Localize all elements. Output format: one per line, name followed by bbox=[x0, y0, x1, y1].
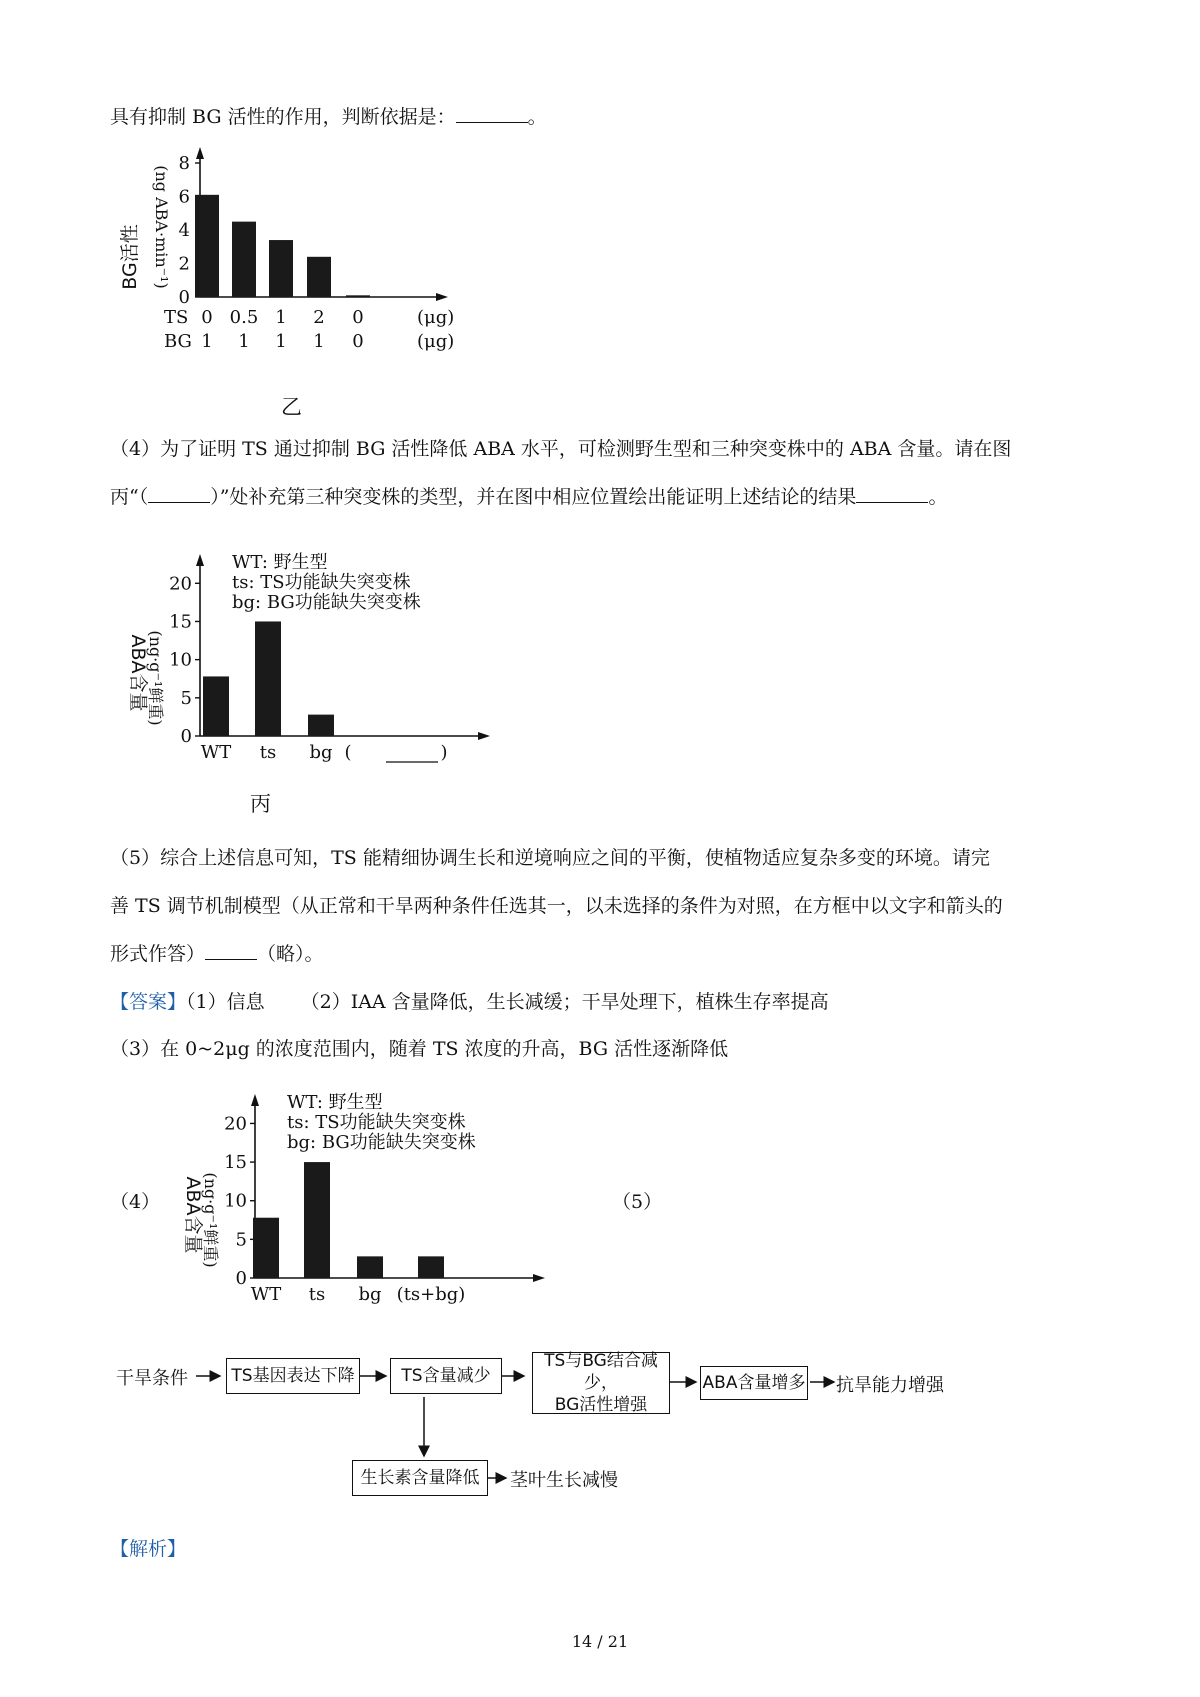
chart-yi-row2-label: BG bbox=[164, 331, 192, 352]
chart-bing-bar bbox=[308, 715, 334, 736]
flow-start: 干旱条件 bbox=[116, 1368, 188, 1389]
chart-yi-bar bbox=[307, 257, 331, 297]
chart-answer-ylabel: ABA含量 bbox=[182, 1176, 204, 1254]
chart-yi-bar bbox=[232, 222, 256, 297]
q3-tail-text: 具有抑制 BG 活性的作用，判断依据是： bbox=[110, 106, 456, 128]
chart-bing-bar bbox=[203, 676, 229, 736]
answer-3: （3）在 0~2μg 的浓度范围内，随着 TS 浓度的升高，BG 活性逐渐降低 bbox=[110, 1038, 729, 1060]
chart-bing-legend-item: WT: 野生型 bbox=[232, 552, 328, 573]
chart-bing-ytick-label: 20 bbox=[169, 573, 192, 595]
q5-line3: 形式作答） （略）。 bbox=[110, 943, 324, 965]
chart-yi-row2-value: 1 bbox=[275, 331, 287, 352]
chart-yi-row2-value: 1 bbox=[201, 331, 213, 352]
chart-bing-ylabel-unit: (ng·g⁻¹鲜重) bbox=[146, 630, 165, 726]
chart-yi-row2-unit: (μg) bbox=[417, 331, 455, 352]
chart-answer-category-label: bg bbox=[358, 1284, 382, 1305]
answer-5-label: （5） bbox=[612, 1191, 663, 1213]
chart-answer-category-label: ts bbox=[308, 1284, 326, 1305]
chart-answer-ytick-label: 10 bbox=[224, 1190, 247, 1212]
chart-bing-caption: 丙 bbox=[250, 792, 271, 816]
flow-box-ts-expression: TS基因表达下降 bbox=[226, 1358, 360, 1394]
chart-bing-category-label: WT bbox=[200, 742, 232, 763]
chart-yi-row1-unit: (μg) bbox=[417, 307, 455, 328]
chart-bing-legend-item: bg: BG功能缺失突变株 bbox=[232, 592, 421, 613]
chart-yi-row1-value: 0.5 bbox=[229, 307, 259, 328]
flow-end-growth-slow: 茎叶生长减慢 bbox=[510, 1470, 618, 1491]
chart-yi-row1-value: 0 bbox=[201, 307, 213, 328]
chart-answer-bar bbox=[304, 1162, 330, 1278]
answer-tag: 【答案】 bbox=[110, 991, 187, 1013]
chart-answer-ytick-label: 5 bbox=[235, 1229, 247, 1251]
chart-yi-ytick-label: 4 bbox=[178, 220, 190, 241]
flow-box-auxin-decrease: 生长素含量降低 bbox=[352, 1460, 488, 1496]
flow-box-ts-content: TS含量减少 bbox=[390, 1358, 502, 1394]
q4-result-blank bbox=[856, 484, 928, 503]
q3-tail-line: 具有抑制 BG 活性的作用，判断依据是： 。 bbox=[110, 106, 547, 128]
chart-bing-ytick-label: 10 bbox=[169, 649, 192, 671]
chart-yi-row1-value: 0 bbox=[352, 307, 364, 328]
chart-yi bbox=[110, 145, 455, 405]
chart-bing-ytick-label: 15 bbox=[169, 611, 192, 633]
chart-yi-bar bbox=[269, 240, 293, 297]
chart-yi-ytick-label: 8 bbox=[178, 153, 190, 174]
chart-yi-bar bbox=[346, 295, 370, 297]
chart-bing-category-label: ( bbox=[344, 742, 352, 763]
chart-yi-ytick-label: 6 bbox=[178, 186, 190, 208]
chart-yi-bar bbox=[195, 195, 219, 297]
chart-yi-ytick-label: 2 bbox=[178, 253, 190, 275]
chart-answer-ytick-label: 15 bbox=[224, 1152, 247, 1174]
answer-4-label: （4） bbox=[110, 1191, 161, 1213]
chart-yi-ytick-label: 0 bbox=[178, 287, 190, 308]
chart-answer-legend-item: ts: TS功能缺失突变株 bbox=[287, 1112, 466, 1133]
chart-answer-legend-item: bg: BG功能缺失突变株 bbox=[287, 1132, 476, 1153]
flow-box-aba-increase: ABA含量增多 bbox=[700, 1366, 808, 1400]
chart-answer-ylabel-unit: (ng·g⁻¹鲜重) bbox=[201, 1172, 220, 1268]
chart-yi-row1-value: 1 bbox=[275, 307, 287, 328]
chart-yi-row2-value: 1 bbox=[238, 331, 250, 352]
answer-1: （1）信息 bbox=[186, 991, 265, 1013]
chart-answer-category-label: WT bbox=[250, 1284, 282, 1305]
flow-end-drought-resistance: 抗旱能力增强 bbox=[836, 1375, 944, 1396]
chart-bing-bar bbox=[255, 621, 281, 736]
answer-line-1 bbox=[110, 990, 829, 1014]
chart-answer bbox=[165, 1088, 555, 1318]
chart-answer-ytick-label: 0 bbox=[235, 1268, 247, 1289]
q5-line2: 善 TS 调节机制模型（从正常和干旱两种条件任选其一，以未选择的条件为对照，在方框中以文字和箭头的 bbox=[110, 895, 1003, 917]
chart-answer-bar bbox=[418, 1256, 444, 1278]
chart-bing-category-label: ts bbox=[259, 742, 277, 763]
chart-yi-ylabel-unit: (ng ABA·min⁻¹) bbox=[152, 165, 171, 289]
chart-bing-category-label: ) bbox=[440, 742, 448, 763]
q4-type-blank bbox=[148, 484, 210, 503]
chart-answer-category-label: (ts+bg) bbox=[396, 1284, 466, 1305]
chart-answer-bar bbox=[253, 1218, 279, 1278]
chart-bing-ylabel: ABA含量 bbox=[127, 634, 149, 712]
chart-yi-row2-value: 0 bbox=[352, 331, 364, 352]
page-number: 14 / 21 bbox=[571, 1632, 629, 1651]
chart-bing-ytick-label: 0 bbox=[180, 726, 192, 747]
chart-bing-legend-item: ts: TS功能缺失突变株 bbox=[232, 572, 411, 593]
q3-answer-blank bbox=[456, 104, 528, 123]
chart-yi-caption: 乙 bbox=[281, 395, 302, 419]
q4-line2: 丙“（ ）”处补充第三种突变株的类型，并在图中相应位置绘出能证明上述结论的结果 。 bbox=[110, 486, 948, 508]
flow-box-ts-bg-binding: TS与BG结合减少， BG活性增强 bbox=[532, 1352, 670, 1414]
q5-answer-blank bbox=[205, 941, 257, 960]
chart-bing-category-label: bg bbox=[309, 742, 333, 763]
analysis-tag: 【解析】 bbox=[110, 1538, 187, 1560]
chart-yi-row2-value: 1 bbox=[313, 331, 325, 352]
chart-yi-row1-value: 2 bbox=[313, 307, 325, 328]
chart-answer-bar bbox=[357, 1256, 383, 1278]
chart-bing bbox=[110, 548, 490, 778]
answer-2: （2）IAA 含量降低，生长减缓；干旱处理下，植株生存率提高 bbox=[300, 991, 829, 1013]
q4-line1: （4）为了证明 TS 通过抑制 BG 活性降低 ABA 水平，可检测野生型和三种突变株中的 ABA 含量。请在图 bbox=[110, 438, 1012, 460]
chart-yi-row1-label: TS bbox=[164, 307, 189, 328]
q5-line1: （5）综合上述信息可知，TS 能精细协调生长和逆境响应之间的平衡，使植物适应复杂多变的环境。请完 bbox=[110, 847, 990, 869]
chart-yi-ylabel: BG活性 bbox=[119, 224, 141, 290]
chart-bing-ytick-label: 5 bbox=[180, 687, 192, 709]
chart-answer-legend-item: WT: 野生型 bbox=[287, 1092, 383, 1113]
chart-answer-ytick-label: 20 bbox=[224, 1113, 247, 1135]
